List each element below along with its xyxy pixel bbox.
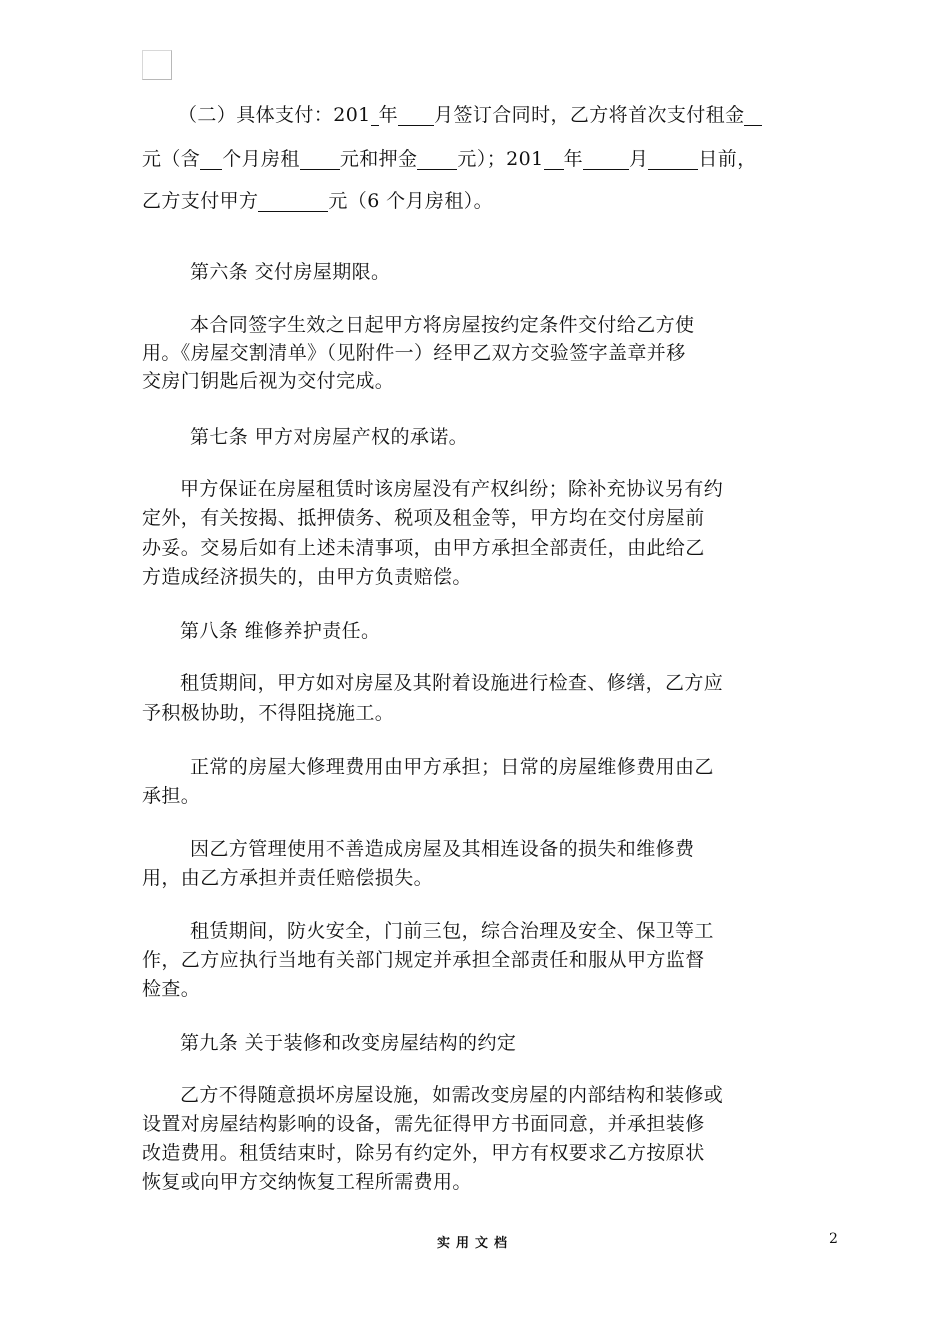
- article-9-line: 改造费用。租赁结束时，除另有约定外，甲方有权要求乙方按原状: [142, 1142, 705, 1164]
- text: 元（含: [142, 148, 201, 170]
- article-6-heading: 第六条 交付房屋期限。: [190, 261, 391, 283]
- blank: [648, 148, 698, 170]
- article-9-line: 设置对房屋结构影响的设备，需先征得甲方书面同意，并承担装修: [142, 1113, 705, 1135]
- article-8-line: 作，乙方应执行当地有关部门规定并承担全部责任和服从甲方监督: [142, 949, 705, 971]
- blank: [744, 104, 762, 126]
- text: 月签订合同时，乙方将首次支付租金: [434, 104, 745, 126]
- article-9-line: 乙方不得随意损坏房屋设施，如需改变房屋的内部结构和装修或: [180, 1084, 724, 1106]
- text: 年: [563, 148, 583, 170]
- article-7-line: 办妥。交易后如有上述未清事项，由甲方承担全部责任，由此给乙: [142, 537, 705, 559]
- article-8-line: 因乙方管理使用不善造成房屋及其相连设备的损失和维修费: [190, 838, 695, 860]
- payment-line-1: [178, 100, 762, 127]
- text: 乙方支付甲方: [142, 190, 259, 212]
- blank: [398, 104, 434, 126]
- page-corner-mark: [142, 50, 172, 80]
- article-8-line: 租赁期间，甲方如对房屋及其附着设施进行检查、修缮，乙方应: [180, 672, 724, 694]
- text: 个月房租: [222, 148, 300, 170]
- blank: [200, 148, 222, 170]
- article-7-heading: 第七条 甲方对房屋产权的承诺。: [190, 426, 469, 448]
- blank: [544, 148, 564, 170]
- blank: [583, 148, 629, 170]
- article-6-line: 交房门钥匙后视为交付完成。: [142, 370, 395, 392]
- article-6-line: 本合同签字生效之日起甲方将房屋按约定条件交付给乙方使: [190, 314, 695, 336]
- blank: [300, 148, 340, 170]
- payment-line-2: [142, 144, 757, 171]
- blank: [258, 190, 328, 212]
- article-7-line: 甲方保证在房屋租赁时该房屋没有产权纠纷；除补充协议另有约: [180, 478, 724, 500]
- footer-label: 实用文档: [436, 1236, 513, 1251]
- article-8-line: 承担。: [142, 785, 201, 807]
- article-9-heading: 第九条 关于装修和改变房屋结构的约定: [180, 1032, 517, 1054]
- article-6-line: 用。《房屋交割清单》（见附件一）经甲乙双方交验签字盖章并移: [142, 342, 686, 364]
- article-9-line: 恢复或向甲方交纳恢复工程所需费用。: [142, 1171, 472, 1193]
- article-8-line: 用，由乙方承担并责任赔偿损失。: [142, 867, 434, 889]
- text: （二）具体支付：201: [178, 104, 371, 126]
- article-7-line: 定外，有关按揭、抵押债务、税项及租金等，甲方均在交付房屋前: [142, 507, 705, 529]
- text: 元和押金: [339, 148, 418, 170]
- blank: [371, 104, 379, 126]
- text: 元（6 个月房租）。: [328, 190, 494, 212]
- text: 年: [378, 104, 399, 126]
- article-8-line: 予积极协助，不得阻挠施工。: [142, 702, 395, 724]
- payment-line-3: [142, 186, 493, 213]
- text: 月: [629, 148, 649, 170]
- text: 元）；201: [457, 148, 544, 170]
- article-8-line: 正常的房屋大修理费用由甲方承担；日常的房屋维修费用由乙: [190, 756, 714, 778]
- article-7-line: 方造成经济损失的，由甲方负责赔偿。: [142, 566, 472, 588]
- text: 日前，: [698, 148, 757, 170]
- article-8-line: 检查。: [142, 978, 201, 1000]
- blank: [417, 148, 457, 170]
- article-8-heading: 第八条 维修养护责任。: [180, 620, 381, 642]
- page-number: 2: [829, 1231, 838, 1247]
- article-8-line: 租赁期间，防火安全，门前三包，综合治理及安全、保卫等工: [190, 920, 714, 942]
